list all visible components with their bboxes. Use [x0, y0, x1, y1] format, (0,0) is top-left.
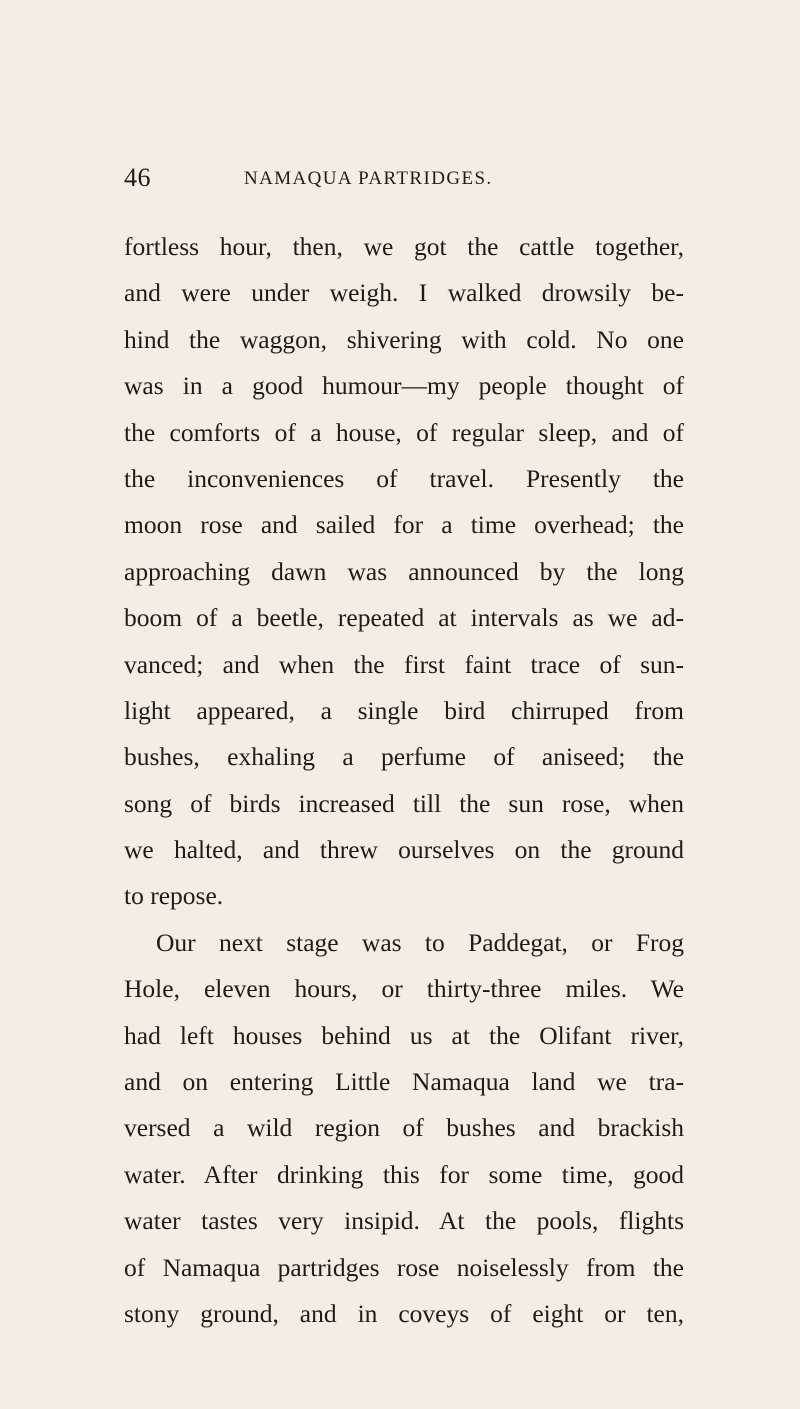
text-line: and on entering Little Namaqua land we tra- [124, 1067, 684, 1097]
text-line: was in a good humour—my people thought of [124, 371, 684, 401]
text-line: the inconveniences of travel. Presently the [124, 463, 684, 493]
text-line: we halted, and threw ourselves on the ground [124, 835, 684, 865]
running-head [124, 163, 684, 193]
page-number: 46 [124, 163, 151, 192]
text-line: boom of a beetle, repeated at intervals as we ad- [124, 603, 684, 633]
text-line: hind the waggon, shivering with cold. No one [124, 324, 684, 354]
text-line: fortless hour, then, we got the cattle together, [124, 232, 684, 261]
text-line: approaching dawn was announced by the long [124, 556, 684, 586]
text-line-paragraph-end: to repose. [124, 881, 224, 911]
text-line: versed a wild region of bushes and brackish [124, 1113, 684, 1143]
text-line: had left houses behind us at the Olifant river, [124, 1020, 684, 1050]
text-line: bushes, exhaling a perfume of aniseed; the [124, 742, 684, 772]
text-line: the comforts of a house, of regular sleep, and of [124, 417, 684, 447]
text-line-paragraph-start: Our next stage was to Paddegat, or Frog [156, 927, 684, 957]
text-line: of Namaqua partridges rose noiselessly from the [124, 1252, 684, 1282]
text-line: moon rose and sailed for a time overhead; the [124, 510, 684, 540]
text-line: stony ground, and in coveys of eight or ten, [124, 1298, 684, 1328]
body-text [124, 224, 684, 1337]
text-line: and were under weigh. I walked drowsily be- [124, 278, 684, 308]
running-title: NAMAQUA PARTRIDGES. [244, 168, 493, 189]
text-line: water. After drinking this for some time, good [124, 1159, 684, 1189]
text-line: light appeared, a single bird chirruped from [124, 695, 684, 725]
text-line: song of birds increased till the sun rose, when [124, 788, 684, 818]
text-line: water tastes very insipid. At the pools, flights [124, 1206, 684, 1236]
text-line: Hole, eleven hours, or thirty-three miles. We [124, 974, 684, 1004]
text-line: vanced; and when the first faint trace of sun- [124, 649, 684, 679]
